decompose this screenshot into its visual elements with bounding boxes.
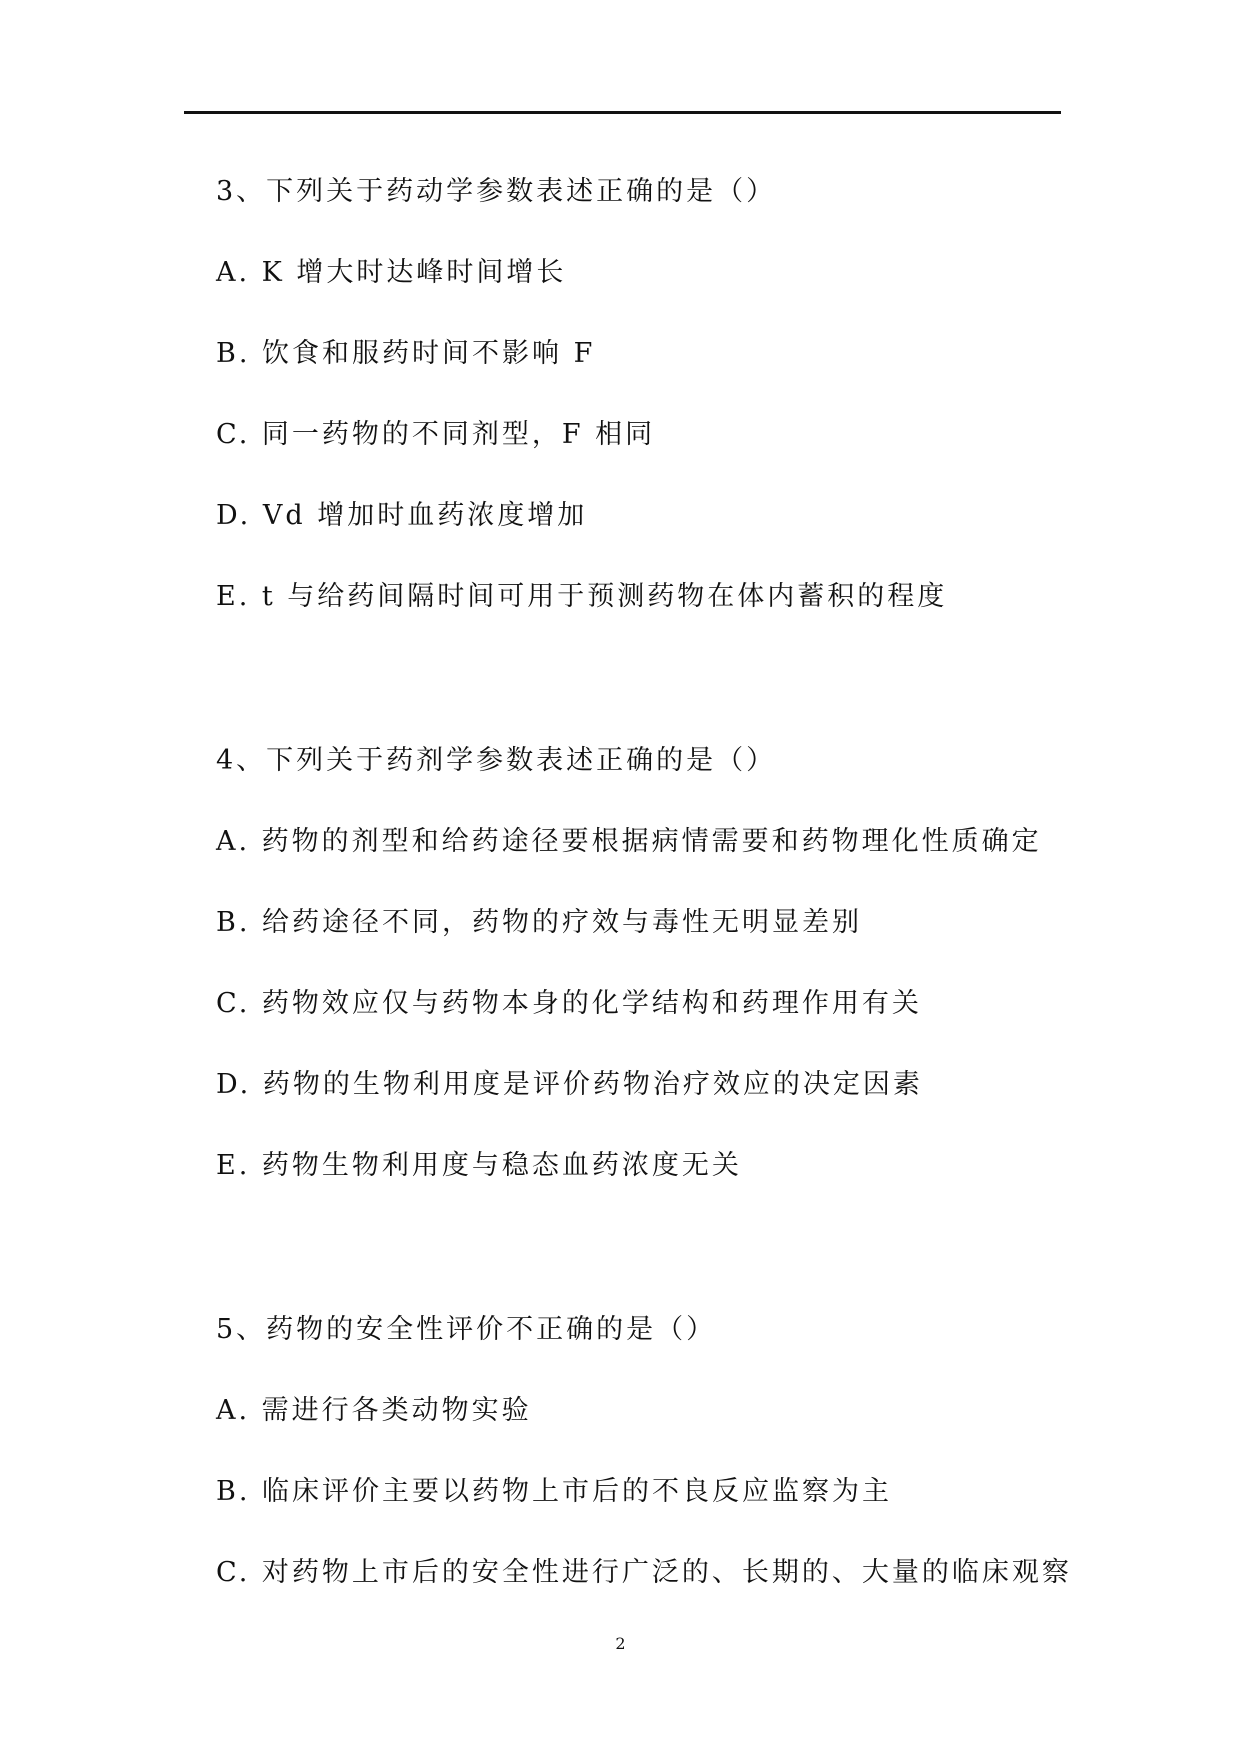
option-d: D. Vd 增加时血药浓度增加 xyxy=(216,500,588,531)
option-a: A. 药物的剂型和给药途径要根据病情需要和药物理化性质确定 xyxy=(216,826,1042,857)
question-stem: 4、下列关于药剂学参数表述正确的是（） xyxy=(216,745,777,776)
option-b: B. 饮食和服药时间不影响 F xyxy=(216,338,596,369)
option-e: E. t 与给药间隔时间可用于预测药物在体内蓄积的程度 xyxy=(216,581,948,612)
option-e: E. 药物生物利用度与稳态血药浓度无关 xyxy=(216,1150,742,1181)
header-rule xyxy=(184,111,1061,114)
page-number: 2 xyxy=(615,1634,626,1653)
option-a: A. K 增大时达峰时间增长 xyxy=(216,257,567,288)
option-c: C. 同一药物的不同剂型，F 相同 xyxy=(216,419,656,450)
option-c: C. 对药物上市后的安全性进行广泛的、长期的、大量的临床观察 xyxy=(216,1557,1072,1588)
option-d: D. 药物的生物利用度是评价药物治疗效应的决定因素 xyxy=(216,1069,923,1100)
option-b: B. 给药途径不同，药物的疗效与毒性无明显差别 xyxy=(216,907,863,938)
option-a: A. 需进行各类动物实验 xyxy=(216,1395,532,1426)
question-stem: 3、下列关于药动学参数表述正确的是（） xyxy=(216,176,777,207)
question-stem: 5、药物的安全性评价不正确的是（） xyxy=(216,1314,717,1345)
option-c: C. 药物效应仅与药物本身的化学结构和药理作用有关 xyxy=(216,988,922,1019)
option-b: B. 临床评价主要以药物上市后的不良反应监察为主 xyxy=(216,1476,893,1507)
